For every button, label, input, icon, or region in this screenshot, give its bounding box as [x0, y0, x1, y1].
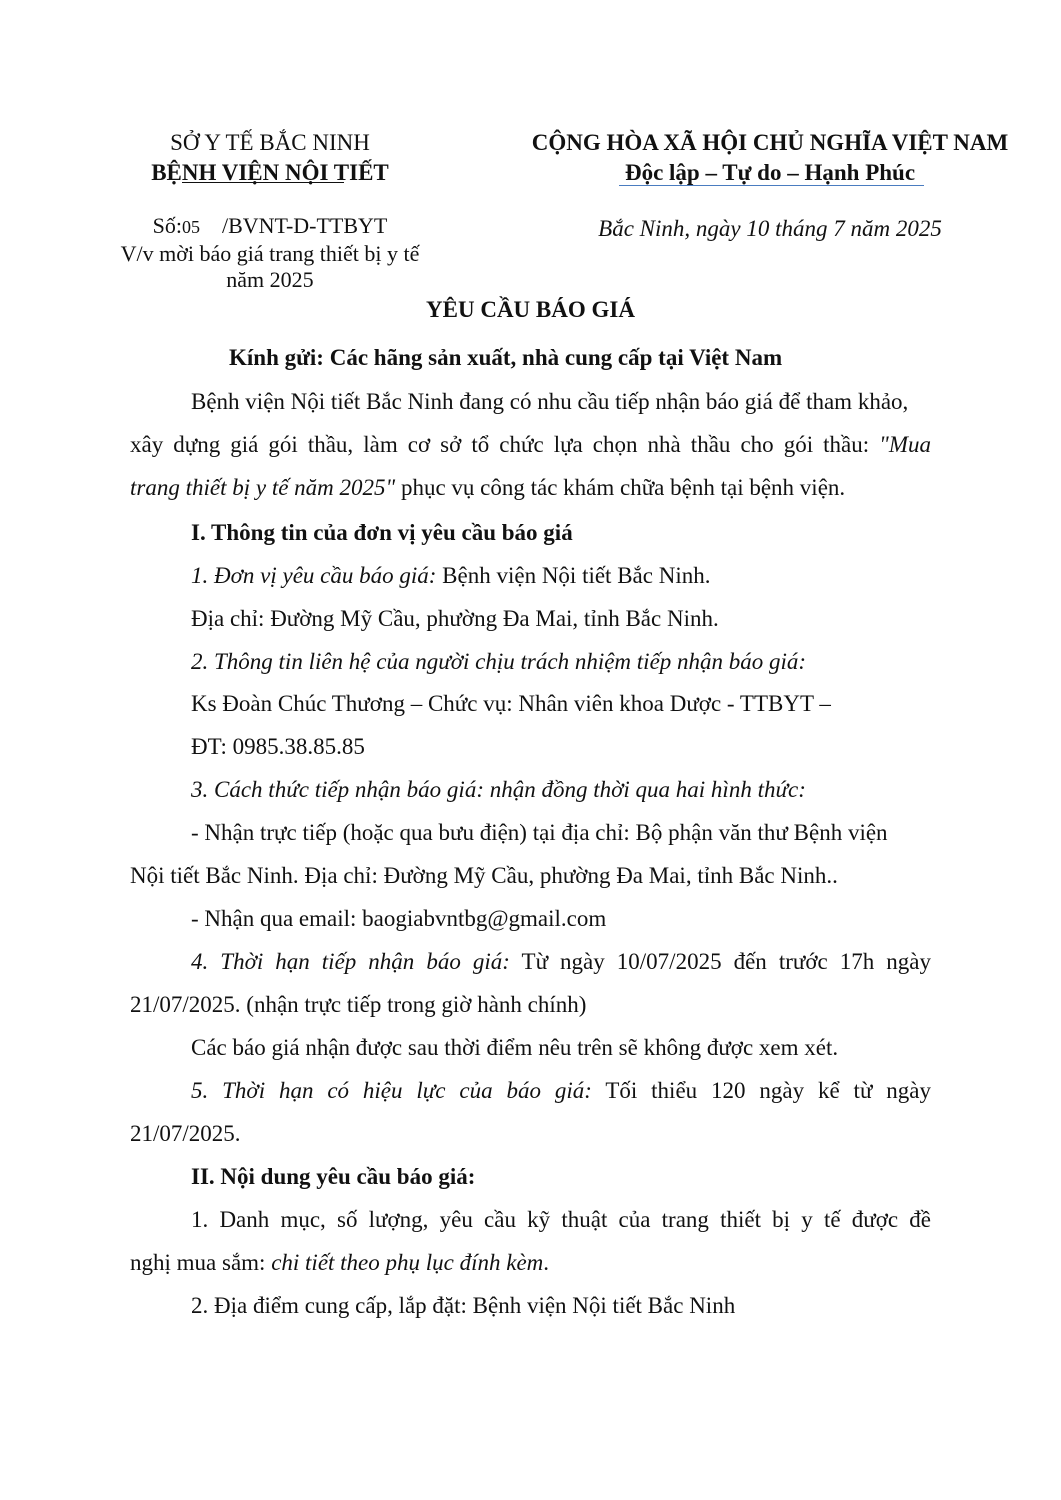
intro-line-1: Bệnh viện Nội tiết Bắc Ninh đang có nhu cầu tiếp nhận báo giá để tham khảo, [191, 389, 909, 414]
section-1-item-4 [191, 947, 931, 977]
agency-name: SỞ Y TẾ BẮC NINH [170, 130, 370, 155]
email-submission: - Nhận qua email: baogiabvntbg@gmail.com [191, 906, 607, 931]
address: Địa chỉ: Đường Mỹ Cầu, phường Đa Mai, tỉnh Bắc Ninh. [191, 606, 719, 631]
hospital-name: BỆNH VIỆN NỘI TIẾT [151, 160, 389, 185]
item-5-label: 5. Thời hạn có hiệu lực của báo giá: [191, 1078, 592, 1103]
section-2-item-1-line-2 [130, 1248, 931, 1278]
item-5-line-2: 21/07/2025. [130, 1121, 241, 1146]
direct-submission-line-1: - Nhận trực tiếp (hoặc qua bưu điện) tại địa chỉ: Bộ phận văn thư Bệnh viện [191, 820, 888, 845]
number-prefix: Số: [152, 213, 182, 238]
appendix-reference: chi tiết theo phụ lục đính kèm [271, 1250, 544, 1275]
item-1-period: . [543, 1250, 550, 1275]
document-number [90, 213, 450, 240]
section-1-item-5 [191, 1076, 931, 1106]
item-1-line-2-text: nghị mua sắm: [130, 1250, 272, 1275]
item-1-value: Bệnh viện Nội tiết Bắc Ninh. [436, 563, 711, 588]
hospital-underline [182, 182, 344, 183]
intro-line-3-text: phục vụ công tác khám chữa bệnh tại bệnh viện. [395, 475, 846, 500]
number-value: 05 [181, 217, 200, 237]
subject-line-1: V/v mời báo giá trang thiết bị y tế [120, 241, 420, 266]
item-4-value: Từ ngày 10/07/2025 đến trước 17h ngày [509, 949, 931, 974]
section-2-item-2: 2. Địa điểm cung cấp, lắp đặt: Bệnh viện Nội tiết Bắc Ninh [191, 1293, 736, 1318]
country-name: CỘNG HÒA XÃ HỘI CHỦ NGHĨA VIỆT NAM [531, 130, 1009, 155]
place-date: Bắc Ninh, ngày 10 tháng 7 năm 2025 [598, 216, 942, 241]
intro-line-3 [130, 473, 931, 503]
section-1-item-2: 2. Thông tin liên hệ của người chịu trách nhiệm tiếp nhận báo giá: [191, 649, 807, 674]
direct-submission-line-2: Nội tiết Bắc Ninh. Địa chỉ: Đường Mỹ Cầu, phường Đa Mai, tỉnh Bắc Ninh.. [130, 863, 838, 888]
subject-line-2: năm 2025 [226, 267, 314, 292]
intro-line-2 [130, 430, 931, 460]
item-5-value: Tối thiểu 120 ngày kể từ ngày [591, 1078, 931, 1103]
item-1-label: 1. Đơn vị yêu cầu báo giá: [191, 563, 437, 588]
package-name-start: "Mua [879, 432, 931, 457]
recipient: Kính gửi: Các hãng sản xuất, nhà cung cấp tại Việt Nam [229, 345, 783, 370]
package-name-end: trang thiết bị y tế năm 2025" [130, 475, 396, 500]
section-2-heading: II. Nội dung yêu cầu báo giá: [191, 1164, 476, 1189]
section-1-item-1 [191, 561, 710, 591]
item-4-label: 4. Thời hạn tiếp nhận báo giá: [191, 949, 510, 974]
item-4-line-2: 21/07/2025. (nhận trực tiếp trong giờ hành chính) [130, 992, 587, 1017]
national-motto: Độc lập – Tự do – Hạnh Phúc [624, 160, 916, 185]
section-1-heading: I. Thông tin của đơn vị yêu cầu báo giá [191, 520, 573, 545]
section-2-item-1: 1. Danh mục, số lượng, yêu cầu kỹ thuật của trang thiết bị y tế được đề [191, 1207, 931, 1232]
motto-underline [619, 185, 924, 186]
number-suffix: /BVNT-D-TTBYT [221, 213, 388, 238]
intro-line-2-text: xây dựng giá gói thầu, làm cơ sở tổ chức lựa chọn nhà thầu cho gói thầu: [130, 432, 870, 457]
header-left [90, 128, 450, 188]
section-1-item-3: 3. Cách thức tiếp nhận báo giá: nhận đồng thời qua hai hình thức: [191, 777, 806, 802]
document-title: YÊU CẦU BÁO GIÁ [426, 297, 635, 322]
late-note: Các báo giá nhận được sau thời điểm nêu trên sẽ không được xem xét. [191, 1035, 839, 1060]
contact-line-1: Ks Đoàn Chúc Thương – Chức vụ: Nhân viên khoa Dược - TTBYT – [191, 691, 831, 716]
contact-phone: ĐT: 0985.38.85.85 [191, 734, 365, 759]
